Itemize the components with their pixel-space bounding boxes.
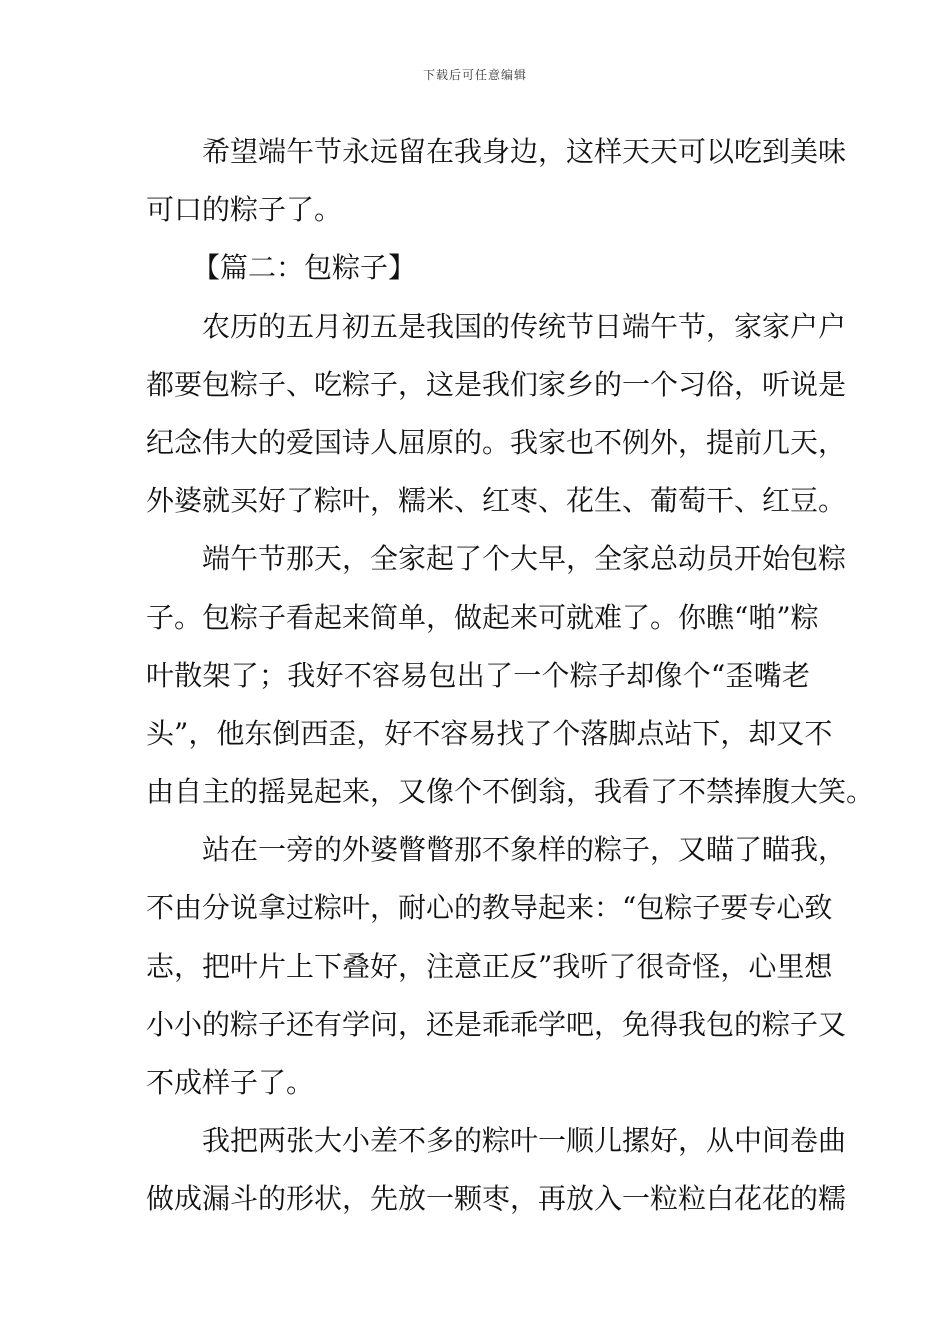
text-line: 端午节那天，全家起了个大早，全家总动员开始包粽 [202,542,847,576]
text-line: 由自主的摇晃起来，又像个不倒翁，我看了不禁捧腹大笑。 [146,775,875,809]
text-line: 志，把叶片上下叠好，注意正反”我听了很奇怪，心里想 [146,949,833,983]
document-body [146,123,875,1229]
text-line: 希望端午节永远留在我身边，这样天天可以吃到美味 [202,135,847,168]
text-line: 站在一旁的外婆瞥瞥那不象样的粽子，又瞄了瞄我， [202,833,847,867]
text-line: 做成漏斗的形状，先放一颗枣，再放入一粒粒白花花的糯 [146,1182,847,1216]
text-line: 不由分说拿过粽叶，耐心的教导起来：“包粽子要专心致 [146,891,833,925]
text-line: 叶散架了；我好不容易包出了一个粽子却像个“歪嘴老 [146,658,810,692]
page-header: 下载后可任意编辑 [422,68,527,82]
text-line: 农历的五月初五是我国的传统节日端午节，家家户户 [202,309,847,343]
text-line: 纪念伟大的爱国诗人屈原的。我家也不例外，提前几天， [146,425,847,459]
text-line: 头”，他东倒西歪，好不容易找了个落脚点站下，却又不 [146,716,833,750]
text-line: 不成样子了。 [146,1066,315,1099]
section-heading: 【篇二：包粽子】 [192,251,417,285]
text-line: 小小的粽子还有学问，还是乖乖学吧，免得我包的粽子又 [146,1007,847,1041]
text-line: 可口的粽子了。 [146,193,343,227]
text-line: 子。包粽子看起来简单，做起来可就难了。你瞧“啪”粽 [146,600,819,634]
text-line: 我把两张大小差不多的粽叶一顺儿摞好，从中间卷曲 [202,1124,847,1158]
text-line: 都要包粽子、吃粽子，这是我们家乡的一个习俗，听说是 [146,367,847,401]
text-line: 外婆就买好了粽叶，糯米、红枣、花生、葡萄干、红豆。 [146,484,847,518]
